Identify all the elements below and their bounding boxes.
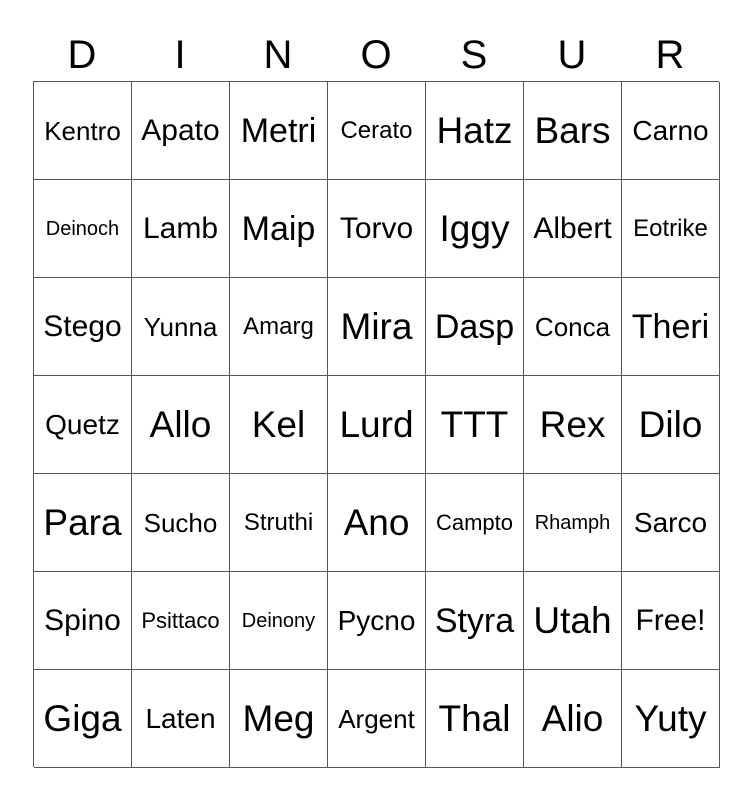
bingo-cell-ttt[interactable]: TTT	[426, 376, 524, 474]
bingo-cell-iggy[interactable]: Iggy	[426, 180, 524, 278]
bingo-cell-argent[interactable]: Argent	[328, 670, 426, 768]
header-letter-o: O	[360, 33, 392, 77]
bingo-cell-free[interactable]: Free!	[622, 572, 720, 670]
bingo-cell-pycno[interactable]: Pycno	[328, 572, 426, 670]
bingo-cell-thal[interactable]: Thal	[426, 670, 524, 768]
bingo-cell-carno[interactable]: Carno	[622, 82, 720, 180]
bingo-cell-lamb[interactable]: Lamb	[132, 180, 230, 278]
bingo-cell-spino[interactable]: Spino	[34, 572, 132, 670]
bingo-cell-rex[interactable]: Rex	[524, 376, 622, 474]
header-letter-n: N	[263, 33, 293, 77]
bingo-cell-dilo[interactable]: Dilo	[622, 376, 720, 474]
header-letter-d: D	[67, 33, 97, 77]
bingo-cell-sarco[interactable]: Sarco	[622, 474, 720, 572]
bingo-board	[33, 81, 719, 767]
bingo-cell-kel[interactable]: Kel	[230, 376, 328, 474]
bingo-cell-campto[interactable]: Campto	[426, 474, 524, 572]
bingo-cell-yuty[interactable]: Yuty	[622, 670, 720, 768]
bingo-cell-kentro[interactable]: Kentro	[34, 82, 132, 180]
bingo-cell-mira[interactable]: Mira	[328, 278, 426, 376]
header-letter-i: I	[174, 33, 186, 77]
bingo-cell-utah[interactable]: Utah	[524, 572, 622, 670]
bingo-cell-conca[interactable]: Conca	[524, 278, 622, 376]
bingo-cell-torvo[interactable]: Torvo	[328, 180, 426, 278]
bingo-cell-quetz[interactable]: Quetz	[34, 376, 132, 474]
bingo-cell-styra[interactable]: Styra	[426, 572, 524, 670]
header-letter-r: R	[655, 33, 685, 77]
bingo-cell-cerato[interactable]: Cerato	[328, 82, 426, 180]
bingo-cell-alio[interactable]: Alio	[524, 670, 622, 768]
header-letter-s: S	[460, 33, 488, 77]
bingo-cell-deinoch[interactable]: Deinoch	[34, 180, 132, 278]
bingo-cell-meg[interactable]: Meg	[230, 670, 328, 768]
bingo-cell-deinony[interactable]: Deinony	[230, 572, 328, 670]
bingo-cell-struthi[interactable]: Struthi	[230, 474, 328, 572]
bingo-cell-lurd[interactable]: Lurd	[328, 376, 426, 474]
bingo-cell-amarg[interactable]: Amarg	[230, 278, 328, 376]
bingo-cell-sucho[interactable]: Sucho	[132, 474, 230, 572]
header-letter-u: U	[557, 33, 587, 77]
bingo-cell-laten[interactable]: Laten	[132, 670, 230, 768]
bingo-cell-para[interactable]: Para	[34, 474, 132, 572]
bingo-cell-hatz[interactable]: Hatz	[426, 82, 524, 180]
bingo-cell-ano[interactable]: Ano	[328, 474, 426, 572]
bingo-cell-rhamph[interactable]: Rhamph	[524, 474, 622, 572]
bingo-cell-dasp[interactable]: Dasp	[426, 278, 524, 376]
bingo-cell-maip[interactable]: Maip	[230, 180, 328, 278]
bingo-cell-albert[interactable]: Albert	[524, 180, 622, 278]
bingo-cell-yunna[interactable]: Yunna	[132, 278, 230, 376]
bingo-cell-allo[interactable]: Allo	[132, 376, 230, 474]
bingo-cell-psittaco[interactable]: Psittaco	[132, 572, 230, 670]
bingo-cell-apato[interactable]: Apato	[132, 82, 230, 180]
bingo-cell-bars[interactable]: Bars	[524, 82, 622, 180]
bingo-cell-theri[interactable]: Theri	[622, 278, 720, 376]
bingo-cell-giga[interactable]: Giga	[34, 670, 132, 768]
bingo-cell-eotrike[interactable]: Eotrike	[622, 180, 720, 278]
bingo-cell-metri[interactable]: Metri	[230, 82, 328, 180]
bingo-cell-stego[interactable]: Stego	[34, 278, 132, 376]
bingo-header	[33, 30, 719, 80]
